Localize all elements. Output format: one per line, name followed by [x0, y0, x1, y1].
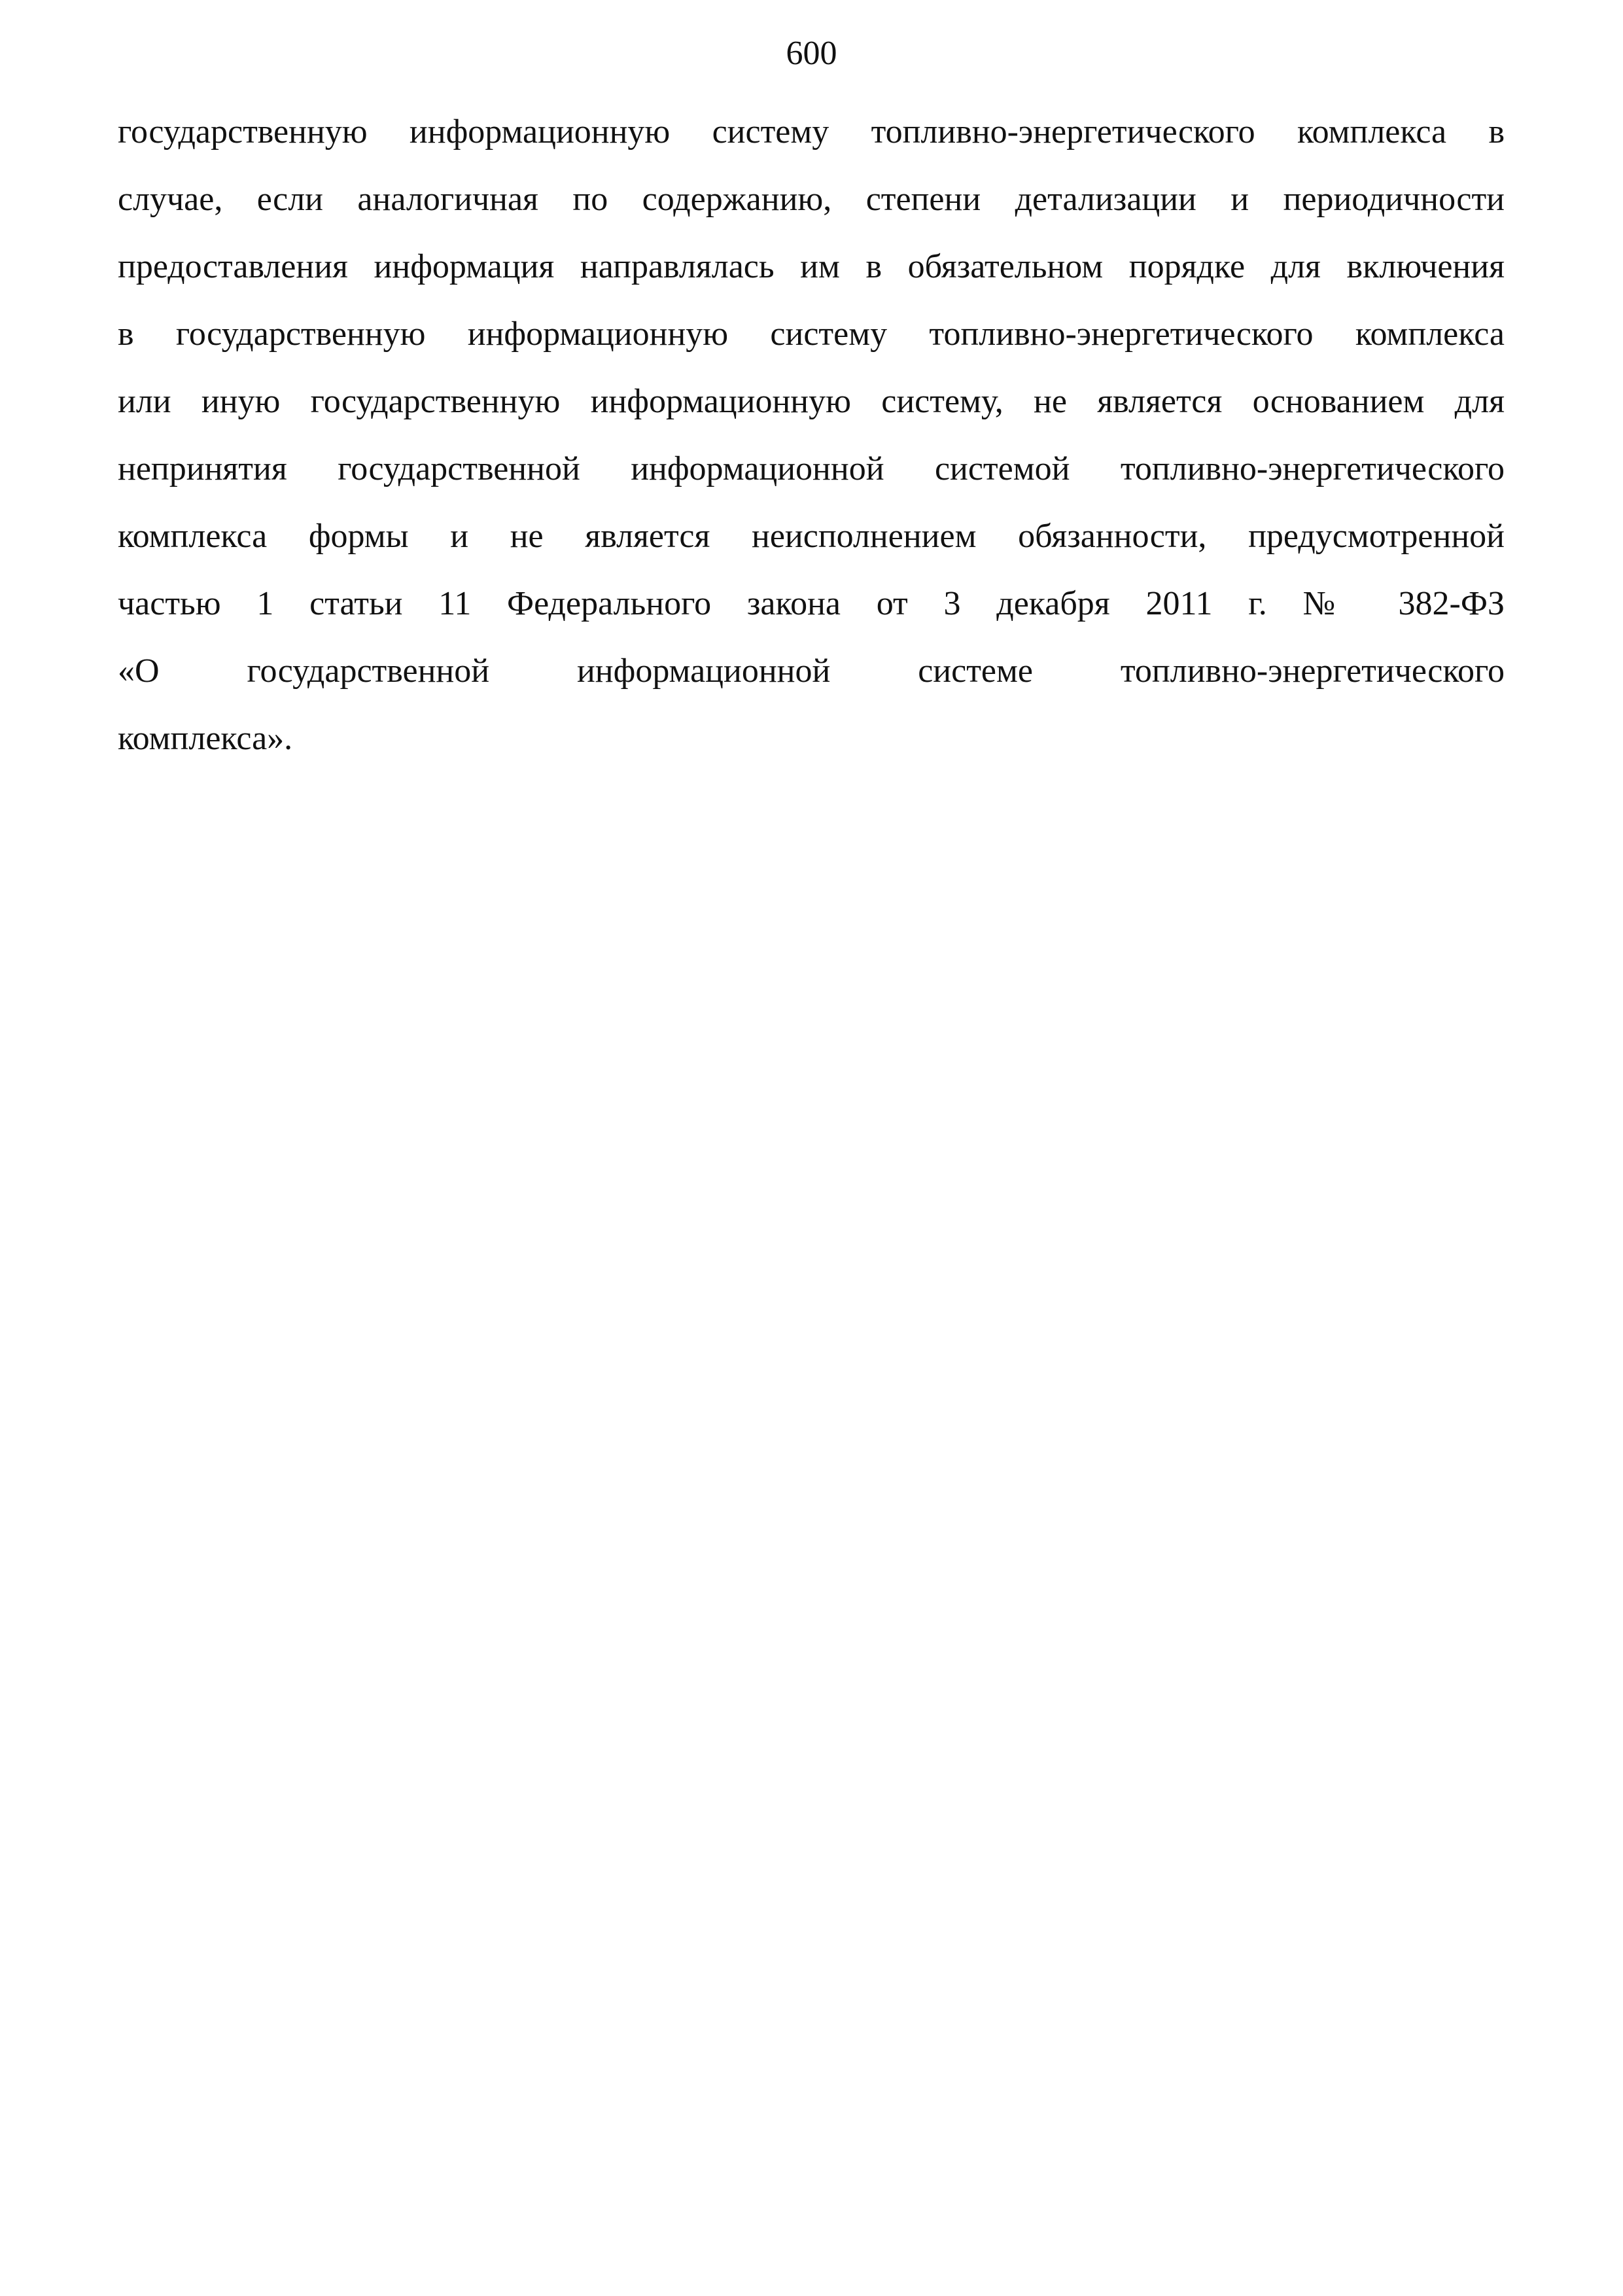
- text-line: комплекса формы и не является неисполнением обязанности, предусмотренной: [118, 518, 1505, 555]
- page-number: 600: [786, 35, 837, 72]
- text-line: предоставления информация направлялась им в обязательном порядке для включения: [118, 248, 1505, 285]
- text-line: в государственную информационную систему топливно-энергетического комплекса: [118, 315, 1505, 353]
- text-line: государственную информационную систему топливно-энергетического комплекса в: [118, 113, 1505, 150]
- text-line: или иную государственную информационную систему, не является основанием для: [118, 383, 1505, 420]
- text-line: непринятия государственной информационной системой топливно-энергетического: [118, 450, 1505, 487]
- text-line: случае, если аналогичная по содержанию, степени детализации и периодичности: [118, 181, 1505, 218]
- body-paragraph: [118, 98, 1505, 772]
- text-line: комплекса».: [118, 720, 293, 757]
- text-line: «О государственной информационной системе топливно-энергетического: [118, 652, 1505, 690]
- text-line: частью 1 статьи 11 Федерального закона от 3 декабря 2011 г. № 382-ФЗ: [118, 585, 1505, 622]
